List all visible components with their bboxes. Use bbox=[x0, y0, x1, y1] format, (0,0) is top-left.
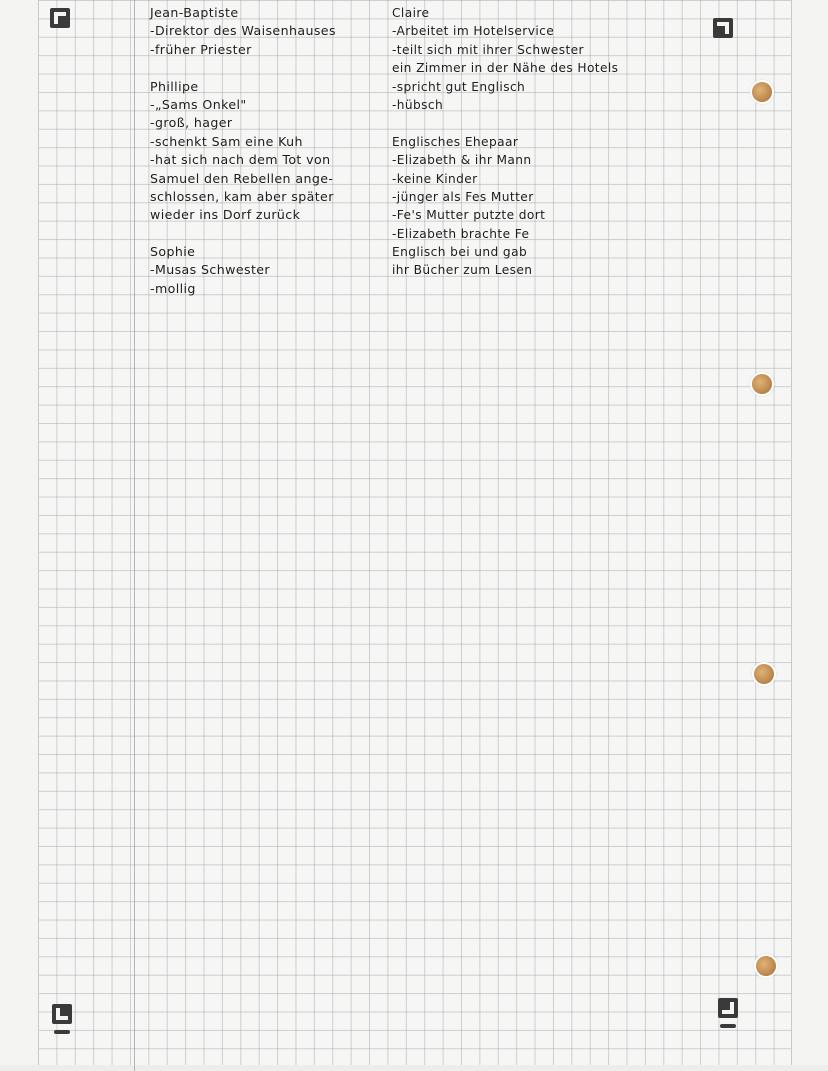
punch-hole-icon bbox=[754, 664, 774, 684]
note-line: ein Zimmer in der Nähe des Hotels bbox=[392, 61, 619, 76]
note-line: -Direktor des Waisenhauses bbox=[150, 23, 336, 39]
note-line: wieder ins Dorf zurück bbox=[150, 207, 301, 223]
note-line: -teilt sich mit ihrer Schwester bbox=[392, 42, 584, 57]
punch-hole-icon bbox=[752, 82, 772, 102]
right-notes-column bbox=[392, 4, 618, 280]
punch-hole-icon bbox=[752, 374, 772, 394]
note-line: -groß, hager bbox=[150, 115, 233, 131]
punch-hole-icon bbox=[756, 956, 776, 976]
character-name-englisches-ehepaar: Englisches Ehepaar bbox=[392, 134, 519, 149]
note-line: -Arbeitet im Hotelservice bbox=[392, 24, 555, 39]
note-line: -früher Priester bbox=[150, 41, 252, 57]
character-name-claire: Claire bbox=[392, 6, 430, 20]
note-line: -schenkt Sam eine Kuh bbox=[150, 133, 303, 149]
note-line: -Elizabeth brachte Fe bbox=[392, 226, 530, 241]
note-line: -Musas Schwester bbox=[150, 262, 271, 278]
character-name-sophie: Sophie bbox=[150, 244, 196, 260]
bottom-left-bar-icon bbox=[54, 1030, 70, 1034]
note-line: -„Sams Onkel" bbox=[150, 96, 247, 112]
note-line: -Fe's Mutter putzte dort bbox=[392, 208, 546, 223]
bottom-edge bbox=[0, 1065, 828, 1071]
note-line: -spricht gut Englisch bbox=[392, 79, 526, 94]
note-line: -jünger als Fes Mutter bbox=[392, 189, 534, 204]
note-line: -Elizabeth & ihr Mann bbox=[392, 153, 532, 168]
note-line: Samuel den Rebellen ange- bbox=[150, 170, 334, 186]
corner-marker-top-right-icon bbox=[713, 18, 733, 38]
note-line: -keine Kinder bbox=[392, 171, 478, 186]
note-line: schlossen, kam aber später bbox=[150, 188, 334, 204]
character-name-phillipe: Phillipe bbox=[150, 78, 199, 94]
right-border bbox=[791, 0, 828, 1071]
bottom-right-bar-icon bbox=[720, 1024, 736, 1028]
corner-marker-bottom-right-icon bbox=[718, 998, 738, 1018]
note-line: ihr Bücher zum Lesen bbox=[392, 263, 533, 278]
margin-line bbox=[134, 0, 135, 1071]
note-line: -hübsch bbox=[392, 97, 444, 112]
character-name-jean-baptiste: Jean-Baptiste bbox=[150, 5, 239, 20]
left-border bbox=[0, 0, 39, 1071]
note-line: Englisch bei und gab bbox=[392, 245, 528, 260]
note-line: -mollig bbox=[150, 280, 196, 296]
left-notes-column bbox=[150, 4, 336, 298]
corner-marker-top-left-icon bbox=[50, 8, 70, 28]
corner-marker-bottom-left-icon bbox=[52, 1004, 72, 1024]
note-line: -hat sich nach dem Tot von bbox=[150, 152, 331, 168]
